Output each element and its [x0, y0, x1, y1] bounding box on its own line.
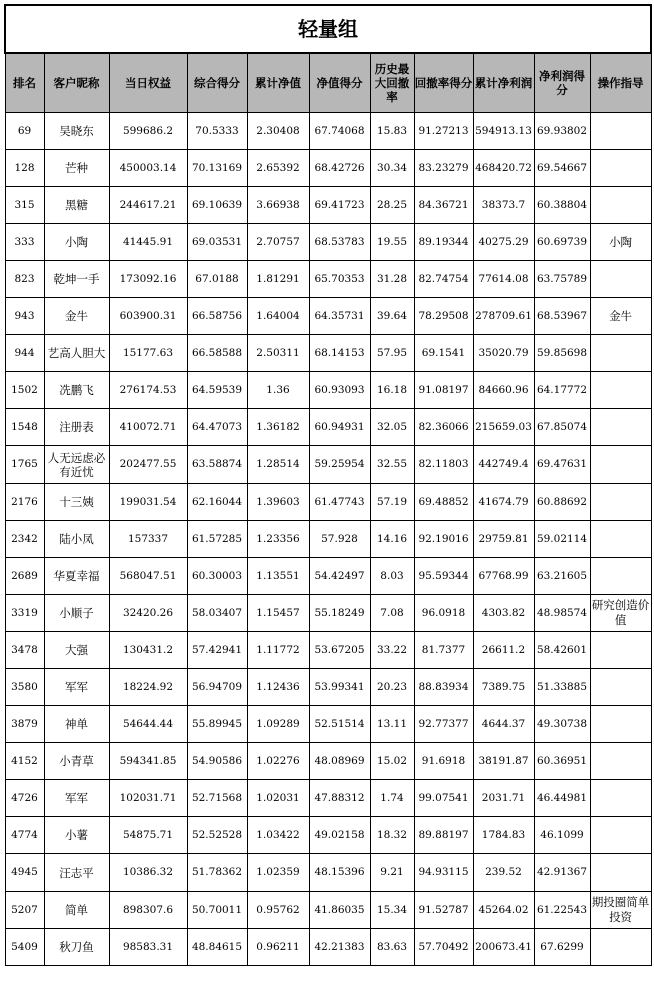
score-cell: 50.70011: [187, 892, 247, 929]
rank-cell: 944: [5, 335, 44, 372]
nav-score-cell: 53.67205: [309, 632, 370, 669]
nav-score-cell: 59.25954: [309, 446, 370, 484]
nickname-cell: 小青草: [44, 743, 109, 780]
drawdown-score-cell: 81.7377: [414, 632, 473, 669]
guide-cell: [590, 372, 651, 409]
guide-cell: 期投圈简单投资: [590, 892, 651, 929]
table-row: [5, 484, 651, 521]
header-row: [5, 53, 651, 113]
table-row: [5, 743, 651, 780]
table-row: [5, 780, 651, 817]
score-cell: 64.59539: [187, 372, 247, 409]
profit-cell: 77614.08: [473, 261, 534, 298]
nickname-cell: 吴晓东: [44, 113, 109, 150]
nav-score-cell: 48.15396: [309, 854, 370, 892]
guide-cell: [590, 780, 651, 817]
drawdown-score-cell: 83.23279: [414, 150, 473, 187]
nav-cell: 1.28514: [247, 446, 309, 484]
profit-score-cell: 61.22543: [534, 892, 590, 929]
profit-cell: 45264.02: [473, 892, 534, 929]
guide-cell: [590, 446, 651, 484]
rank-cell: 3319: [5, 595, 44, 632]
nickname-cell: 金牛: [44, 298, 109, 335]
drawdown-cell: 18.32: [370, 817, 414, 854]
guide-cell: [590, 558, 651, 595]
profit-score-cell: 69.54667: [534, 150, 590, 187]
table-row: [5, 298, 651, 335]
header-score: 综合得分: [187, 53, 247, 113]
profit-score-cell: 46.1099: [534, 817, 590, 854]
score-cell: 57.42941: [187, 632, 247, 669]
profit-score-cell: 63.75789: [534, 261, 590, 298]
nav-score-cell: 42.21383: [309, 929, 370, 966]
drawdown-cell: 57.95: [370, 335, 414, 372]
rank-cell: 2689: [5, 558, 44, 595]
nav-score-cell: 55.18249: [309, 595, 370, 632]
guide-cell: [590, 335, 651, 372]
nav-cell: 1.15457: [247, 595, 309, 632]
rank-cell: 1502: [5, 372, 44, 409]
equity-cell: 32420.26: [109, 595, 187, 632]
profit-score-cell: 64.17772: [534, 372, 590, 409]
nav-score-cell: 65.70353: [309, 261, 370, 298]
rank-cell: 128: [5, 150, 44, 187]
drawdown-cell: 28.25: [370, 187, 414, 224]
profit-score-cell: 49.30738: [534, 706, 590, 743]
drawdown-score-cell: 82.74754: [414, 261, 473, 298]
nav-cell: 2.30408: [247, 113, 309, 150]
nav-score-cell: 68.42726: [309, 150, 370, 187]
score-cell: 48.84615: [187, 929, 247, 966]
nickname-cell: 秋刀鱼: [44, 929, 109, 966]
rank-cell: 5409: [5, 929, 44, 966]
equity-cell: 10386.32: [109, 854, 187, 892]
profit-cell: 38191.87: [473, 743, 534, 780]
header-equity: 当日权益: [109, 53, 187, 113]
profit-score-cell: 48.98574: [534, 595, 590, 632]
score-cell: 52.52528: [187, 817, 247, 854]
equity-cell: 18224.92: [109, 669, 187, 706]
nav-cell: 1.09289: [247, 706, 309, 743]
profit-cell: 40275.29: [473, 224, 534, 261]
rank-cell: 5207: [5, 892, 44, 929]
drawdown-score-cell: 89.19344: [414, 224, 473, 261]
profit-cell: 278709.61: [473, 298, 534, 335]
drawdown-cell: 15.83: [370, 113, 414, 150]
rank-cell: 4945: [5, 854, 44, 892]
nav-cell: 1.02359: [247, 854, 309, 892]
nav-cell: 1.36182: [247, 409, 309, 446]
profit-score-cell: 63.21605: [534, 558, 590, 595]
profit-cell: 4303.82: [473, 595, 534, 632]
equity-cell: 157337: [109, 521, 187, 558]
drawdown-score-cell: 69.48852: [414, 484, 473, 521]
table-row: [5, 261, 651, 298]
header-nav: 累计净值: [247, 53, 309, 113]
drawdown-score-cell: 96.0918: [414, 595, 473, 632]
nav-score-cell: 54.42497: [309, 558, 370, 595]
profit-cell: 26611.2: [473, 632, 534, 669]
rank-cell: 4152: [5, 743, 44, 780]
drawdown-cell: 83.63: [370, 929, 414, 966]
guide-cell: [590, 706, 651, 743]
drawdown-cell: 32.05: [370, 409, 414, 446]
drawdown-score-cell: 82.11803: [414, 446, 473, 484]
table-row: [5, 335, 651, 372]
equity-cell: 898307.6: [109, 892, 187, 929]
profit-score-cell: 59.02114: [534, 521, 590, 558]
profit-score-cell: 46.44981: [534, 780, 590, 817]
nickname-cell: 军军: [44, 780, 109, 817]
profit-cell: 239.52: [473, 854, 534, 892]
drawdown-score-cell: 91.27213: [414, 113, 473, 150]
equity-cell: 98583.31: [109, 929, 187, 966]
drawdown-cell: 13.11: [370, 706, 414, 743]
nav-cell: 1.03422: [247, 817, 309, 854]
table-row: [5, 854, 651, 892]
profit-cell: 2031.71: [473, 780, 534, 817]
guide-cell: 金牛: [590, 298, 651, 335]
table-row: [5, 113, 651, 150]
table-row: [5, 224, 651, 261]
profit-cell: 84660.96: [473, 372, 534, 409]
header-net-profit: 累计净利润: [473, 53, 534, 113]
table-row: [5, 817, 651, 854]
drawdown-cell: 30.34: [370, 150, 414, 187]
profit-cell: 200673.41: [473, 929, 534, 966]
nickname-cell: 乾坤一手: [44, 261, 109, 298]
table-row: [5, 372, 651, 409]
profit-cell: 38373.7: [473, 187, 534, 224]
drawdown-cell: 57.19: [370, 484, 414, 521]
nav-cell: 1.11772: [247, 632, 309, 669]
nav-cell: 1.23356: [247, 521, 309, 558]
equity-cell: 130431.2: [109, 632, 187, 669]
nav-score-cell: 52.51514: [309, 706, 370, 743]
equity-cell: 276174.53: [109, 372, 187, 409]
nav-cell: 1.12436: [247, 669, 309, 706]
nickname-cell: 华夏幸福: [44, 558, 109, 595]
guide-cell: [590, 150, 651, 187]
profit-score-cell: 59.85698: [534, 335, 590, 372]
profit-cell: 35020.79: [473, 335, 534, 372]
score-cell: 66.58588: [187, 335, 247, 372]
header-nickname: 客户昵称: [44, 53, 109, 113]
nickname-cell: 大强: [44, 632, 109, 669]
profit-score-cell: 69.47631: [534, 446, 590, 484]
profit-score-cell: 68.53967: [534, 298, 590, 335]
drawdown-cell: 1.74: [370, 780, 414, 817]
table-row: [5, 669, 651, 706]
table-row: [5, 409, 651, 446]
guide-cell: 小陶: [590, 224, 651, 261]
rank-cell: 315: [5, 187, 44, 224]
nickname-cell: 神单: [44, 706, 109, 743]
header-rank: 排名: [5, 53, 44, 113]
nickname-cell: 小陶: [44, 224, 109, 261]
drawdown-score-cell: 91.08197: [414, 372, 473, 409]
nickname-cell: 人无远虑必有近忧: [44, 446, 109, 484]
guide-cell: [590, 669, 651, 706]
profit-cell: 594913.13: [473, 113, 534, 150]
rank-cell: 2342: [5, 521, 44, 558]
guide-cell: [590, 632, 651, 669]
drawdown-score-cell: 91.6918: [414, 743, 473, 780]
header-max-drawdown: 历史最大回撤率: [370, 53, 414, 113]
drawdown-cell: 32.55: [370, 446, 414, 484]
drawdown-cell: 15.02: [370, 743, 414, 780]
score-cell: 63.58874: [187, 446, 247, 484]
equity-cell: 54875.71: [109, 817, 187, 854]
rank-cell: 3580: [5, 669, 44, 706]
profit-cell: 7389.75: [473, 669, 534, 706]
drawdown-cell: 7.08: [370, 595, 414, 632]
score-cell: 60.30003: [187, 558, 247, 595]
nav-score-cell: 41.86035: [309, 892, 370, 929]
nav-score-cell: 68.14153: [309, 335, 370, 372]
guide-cell: [590, 817, 651, 854]
score-cell: 55.89945: [187, 706, 247, 743]
rank-cell: 4726: [5, 780, 44, 817]
drawdown-score-cell: 92.19016: [414, 521, 473, 558]
table-row: [5, 706, 651, 743]
nav-cell: 2.70757: [247, 224, 309, 261]
profit-score-cell: 58.42601: [534, 632, 590, 669]
score-cell: 56.94709: [187, 669, 247, 706]
score-cell: 54.90586: [187, 743, 247, 780]
equity-cell: 603900.31: [109, 298, 187, 335]
nickname-cell: 小薯: [44, 817, 109, 854]
score-cell: 70.13169: [187, 150, 247, 187]
guide-cell: [590, 484, 651, 521]
nav-score-cell: 49.02158: [309, 817, 370, 854]
table-row: [5, 521, 651, 558]
nav-cell: 2.50311: [247, 335, 309, 372]
rank-cell: 4774: [5, 817, 44, 854]
rank-cell: 69: [5, 113, 44, 150]
ranking-sheet: [4, 4, 650, 966]
title-row: [5, 5, 651, 53]
table-row: [5, 558, 651, 595]
nickname-cell: 陆小凤: [44, 521, 109, 558]
score-cell: 51.78362: [187, 854, 247, 892]
table-row: [5, 632, 651, 669]
rank-cell: 2176: [5, 484, 44, 521]
guide-cell: 研究创造价值: [590, 595, 651, 632]
nav-cell: 3.66938: [247, 187, 309, 224]
drawdown-cell: 20.23: [370, 669, 414, 706]
nav-score-cell: 61.47743: [309, 484, 370, 521]
profit-cell: 4644.37: [473, 706, 534, 743]
equity-cell: 410072.71: [109, 409, 187, 446]
table-row: [5, 929, 651, 966]
table-title: 轻量组: [5, 5, 651, 53]
nav-score-cell: 53.99341: [309, 669, 370, 706]
drawdown-cell: 39.64: [370, 298, 414, 335]
nav-score-cell: 57.928: [309, 521, 370, 558]
table-row: [5, 595, 651, 632]
nav-cell: 1.02276: [247, 743, 309, 780]
profit-score-cell: 60.88692: [534, 484, 590, 521]
guide-cell: [590, 521, 651, 558]
equity-cell: 54644.44: [109, 706, 187, 743]
drawdown-score-cell: 69.1541: [414, 335, 473, 372]
nav-cell: 1.39603: [247, 484, 309, 521]
profit-score-cell: 60.38804: [534, 187, 590, 224]
guide-cell: [590, 743, 651, 780]
drawdown-score-cell: 88.83934: [414, 669, 473, 706]
nav-score-cell: 68.53783: [309, 224, 370, 261]
header-profit-score: 净利润得分: [534, 53, 590, 113]
score-cell: 66.58756: [187, 298, 247, 335]
drawdown-score-cell: 95.59344: [414, 558, 473, 595]
nav-score-cell: 69.41723: [309, 187, 370, 224]
nav-cell: 1.02031: [247, 780, 309, 817]
nav-score-cell: 48.08969: [309, 743, 370, 780]
nav-score-cell: 47.88312: [309, 780, 370, 817]
drawdown-cell: 15.34: [370, 892, 414, 929]
table-row: [5, 150, 651, 187]
score-cell: 58.03407: [187, 595, 247, 632]
rank-cell: 3478: [5, 632, 44, 669]
equity-cell: 599686.2: [109, 113, 187, 150]
nickname-cell: 芒种: [44, 150, 109, 187]
drawdown-cell: 33.22: [370, 632, 414, 669]
nav-score-cell: 67.74068: [309, 113, 370, 150]
profit-cell: 1784.83: [473, 817, 534, 854]
drawdown-score-cell: 89.88197: [414, 817, 473, 854]
equity-cell: 15177.63: [109, 335, 187, 372]
nickname-cell: 十三姨: [44, 484, 109, 521]
nickname-cell: 注册表: [44, 409, 109, 446]
profit-cell: 29759.81: [473, 521, 534, 558]
profit-score-cell: 60.36951: [534, 743, 590, 780]
ranking-table: [4, 4, 652, 966]
score-cell: 52.71568: [187, 780, 247, 817]
drawdown-cell: 16.18: [370, 372, 414, 409]
nav-score-cell: 60.93093: [309, 372, 370, 409]
nickname-cell: 艺高人胆大: [44, 335, 109, 372]
table-row: [5, 446, 651, 484]
nickname-cell: 小顺子: [44, 595, 109, 632]
drawdown-cell: 19.55: [370, 224, 414, 261]
drawdown-score-cell: 82.36066: [414, 409, 473, 446]
table-row: [5, 187, 651, 224]
nickname-cell: 冼鹏飞: [44, 372, 109, 409]
nickname-cell: 军军: [44, 669, 109, 706]
equity-cell: 41445.91: [109, 224, 187, 261]
guide-cell: [590, 113, 651, 150]
rank-cell: 333: [5, 224, 44, 261]
drawdown-score-cell: 57.70492: [414, 929, 473, 966]
drawdown-cell: 31.28: [370, 261, 414, 298]
table-row: [5, 892, 651, 929]
rank-cell: 823: [5, 261, 44, 298]
profit-score-cell: 51.33885: [534, 669, 590, 706]
drawdown-cell: 14.16: [370, 521, 414, 558]
header-guide: 操作指导: [590, 53, 651, 113]
score-cell: 69.10639: [187, 187, 247, 224]
nav-cell: 1.13551: [247, 558, 309, 595]
rank-cell: 1765: [5, 446, 44, 484]
equity-cell: 244617.21: [109, 187, 187, 224]
nav-cell: 0.96211: [247, 929, 309, 966]
drawdown-cell: 8.03: [370, 558, 414, 595]
guide-cell: [590, 854, 651, 892]
rank-cell: 943: [5, 298, 44, 335]
drawdown-score-cell: 91.52787: [414, 892, 473, 929]
nav-cell: 1.81291: [247, 261, 309, 298]
drawdown-score-cell: 78.29508: [414, 298, 473, 335]
equity-cell: 594341.85: [109, 743, 187, 780]
guide-cell: [590, 409, 651, 446]
nav-cell: 0.95762: [247, 892, 309, 929]
guide-cell: [590, 929, 651, 966]
score-cell: 70.5333: [187, 113, 247, 150]
nav-score-cell: 60.94931: [309, 409, 370, 446]
profit-cell: 41674.79: [473, 484, 534, 521]
score-cell: 61.57285: [187, 521, 247, 558]
score-cell: 62.16044: [187, 484, 247, 521]
profit-score-cell: 69.93802: [534, 113, 590, 150]
rank-cell: 3879: [5, 706, 44, 743]
profit-score-cell: 42.91367: [534, 854, 590, 892]
nickname-cell: 简单: [44, 892, 109, 929]
equity-cell: 102031.71: [109, 780, 187, 817]
score-cell: 67.0188: [187, 261, 247, 298]
nav-cell: 1.64004: [247, 298, 309, 335]
equity-cell: 450003.14: [109, 150, 187, 187]
score-cell: 64.47073: [187, 409, 247, 446]
drawdown-score-cell: 99.07541: [414, 780, 473, 817]
profit-cell: 468420.72: [473, 150, 534, 187]
equity-cell: 202477.55: [109, 446, 187, 484]
equity-cell: 199031.54: [109, 484, 187, 521]
equity-cell: 173092.16: [109, 261, 187, 298]
drawdown-cell: 9.21: [370, 854, 414, 892]
equity-cell: 568047.51: [109, 558, 187, 595]
profit-score-cell: 60.69739: [534, 224, 590, 261]
rank-cell: 1548: [5, 409, 44, 446]
profit-score-cell: 67.6299: [534, 929, 590, 966]
profit-cell: 442749.4: [473, 446, 534, 484]
table-body: [5, 113, 651, 966]
nickname-cell: 黑糖: [44, 187, 109, 224]
drawdown-score-cell: 94.93115: [414, 854, 473, 892]
nickname-cell: 汪志平: [44, 854, 109, 892]
profit-cell: 67768.99: [473, 558, 534, 595]
header-drawdown-score: 回撤率得分: [414, 53, 473, 113]
score-cell: 69.03531: [187, 224, 247, 261]
nav-cell: 2.65392: [247, 150, 309, 187]
guide-cell: [590, 261, 651, 298]
drawdown-score-cell: 92.77377: [414, 706, 473, 743]
nav-cell: 1.36: [247, 372, 309, 409]
guide-cell: [590, 187, 651, 224]
profit-cell: 215659.03: [473, 409, 534, 446]
profit-score-cell: 67.85074: [534, 409, 590, 446]
nav-score-cell: 64.35731: [309, 298, 370, 335]
drawdown-score-cell: 84.36721: [414, 187, 473, 224]
header-nav-score: 净值得分: [309, 53, 370, 113]
